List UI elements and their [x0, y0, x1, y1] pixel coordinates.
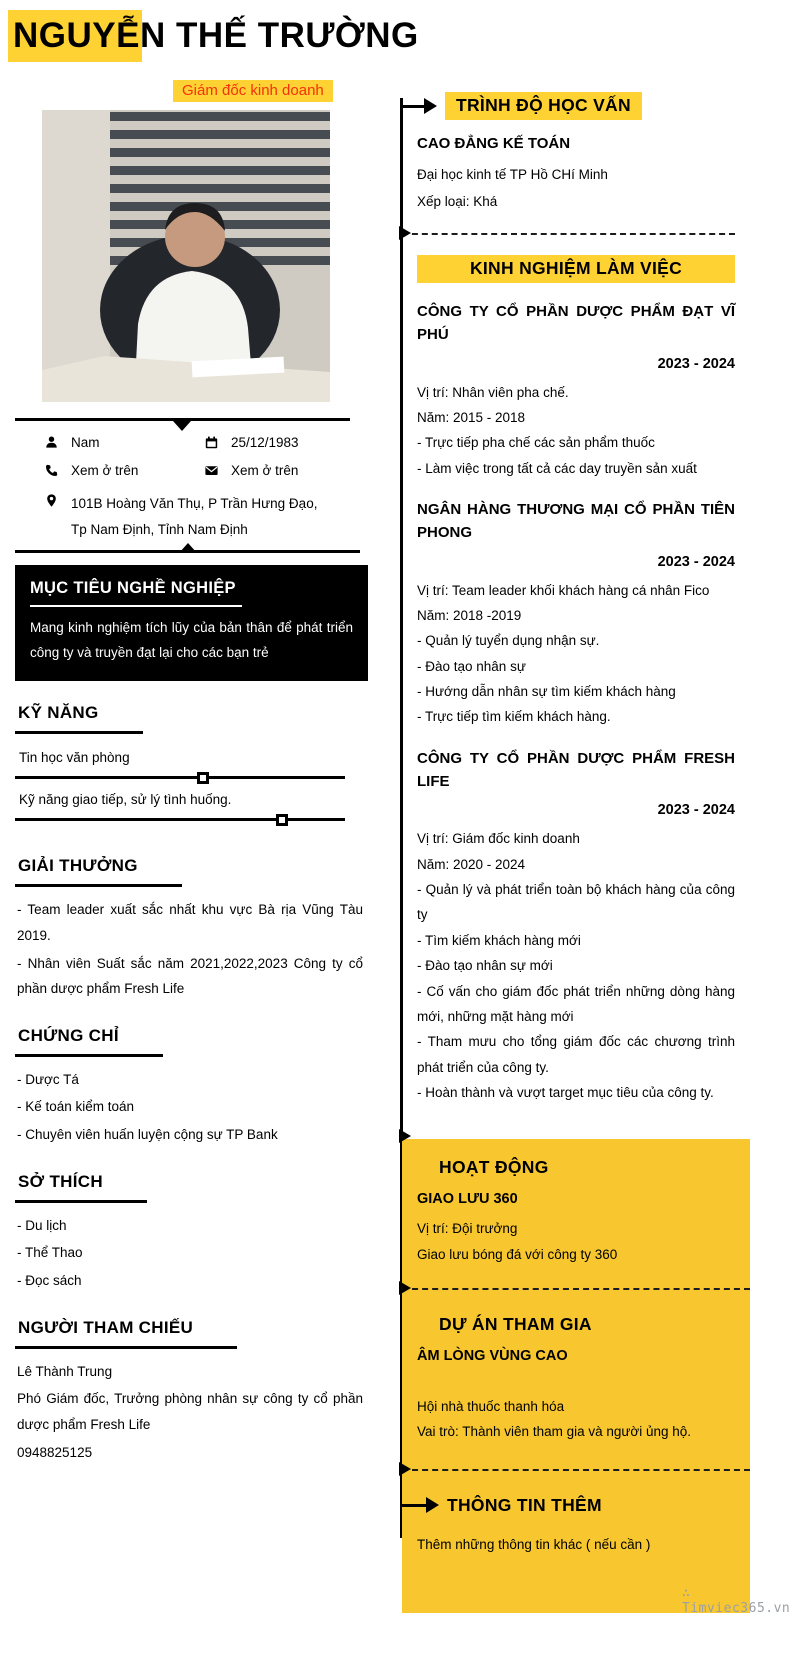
job-detail-line: - Hoàn thành và vượt target mục tiêu của công ty. [417, 1085, 714, 1100]
contact-block [15, 435, 368, 542]
reference-title: NGƯỜI THAM CHIẾU [15, 1318, 237, 1349]
job-detail-line: - Trực tiếp tìm kiếm khách hàng. [417, 709, 611, 725]
education-details [417, 161, 735, 215]
contact-address [15, 491, 368, 542]
envelope-icon [205, 464, 218, 477]
activity-name: GIAO LƯU 360 [417, 1191, 518, 1208]
contact-divider-top [15, 418, 350, 421]
job-details [417, 578, 735, 730]
additional-info-title: THÔNG TIN THÊM [447, 1494, 602, 1515]
job-detail-line: - Cố vấn cho giám đốc phát triển những dòng hàng mới, những mặt hàng mới [417, 983, 735, 1024]
skill-bar [15, 818, 345, 821]
contact-address-line1: 101B Hoàng Văn Thụ, P Trần Hưng Đạo, [71, 496, 318, 511]
contact-gender-value: Nam [71, 435, 100, 450]
calendar-icon [205, 436, 218, 449]
skill-level-marker [276, 814, 288, 826]
contact-row [15, 435, 368, 450]
job-period: 2023 - 2024 [657, 553, 735, 570]
person-icon [45, 436, 58, 449]
job-detail-line: Vị trí: Nhân viên pha chế. [417, 384, 569, 400]
company-name: CÔNG TY CỔ PHẦN DƯỢC PHẨM ĐẠT VĨ PHÚ [417, 303, 735, 344]
project-detail-line: Vai trò: Thành viên tham gia và người ủng hộ. [417, 1424, 692, 1440]
job-detail-line: Năm: 2015 - 2018 [417, 409, 526, 425]
objective-title: MỤC TIÊU NGHỀ NGHIỆP [30, 577, 242, 607]
job-detail-line: - Làm việc trong tất cả các day truyền sản xuất [417, 460, 697, 476]
experience-job [417, 747, 735, 1106]
arrow-line [400, 105, 424, 108]
job-detail-line: - Trực tiếp pha chế các sản phẩm thuốc [417, 435, 655, 451]
activities-title: HOẠT ĐỘNG [439, 1157, 549, 1178]
job-detail-line: Vị trí: Giám đốc kinh doanh [417, 831, 580, 847]
hobbies-list [15, 1213, 363, 1294]
education-header [400, 92, 735, 120]
contact-dob [205, 435, 299, 450]
phone-icon [45, 464, 58, 477]
contact-dob-value: 25/12/1983 [231, 435, 299, 450]
skill-bar [15, 776, 345, 779]
education-grade: Xếp loại: Khá [417, 194, 498, 209]
certificate-item: - Kế toán kiểm toán [17, 1099, 135, 1115]
candidate-name: NGUYỄN THẾ TRƯỜNG [13, 16, 419, 55]
triangle-down-icon [173, 421, 191, 431]
awards-list [15, 897, 363, 1002]
certificate-item: - Chuyên viên huấn luyện cộng sự TP Bank [17, 1127, 278, 1143]
contact-phone [45, 463, 205, 478]
arrow-right-icon [424, 98, 437, 114]
company-name: CÔNG TY CỔ PHẦN DƯỢC PHẨM FRESH LIFE [417, 749, 735, 790]
activity-detail-line: Vị trí: Đội trưởng [417, 1221, 518, 1237]
section-separator [402, 233, 735, 235]
company-name: NGÂN HÀNG THƯƠNG MẠI CỔ PHẦN TIÊN PHONG [417, 501, 735, 542]
job-detail-line: - Hướng dẫn nhân sự tìm kiếm khách hàng [417, 684, 676, 699]
section-marker-triangle [399, 1281, 411, 1295]
hobby-item: - Du lịch [17, 1217, 67, 1233]
section-marker-triangle [399, 1129, 411, 1143]
experience-job [417, 498, 735, 730]
job-details [417, 826, 735, 1105]
triangle-up-icon [179, 543, 197, 553]
skills-list [15, 750, 368, 821]
additional-info-header [402, 1495, 735, 1516]
job-title-badge: Giám đốc kinh doanh [173, 80, 333, 102]
skill-level-marker [197, 772, 209, 784]
skill-label: Kỹ năng giao tiếp, sử lý tình huống. [19, 792, 232, 808]
skill-label: Tin học văn phòng [19, 750, 130, 766]
job-period: 2023 - 2024 [657, 355, 735, 372]
job-detail-line: Vị trí: Team leader khối khách hàng cá nhân Fico [417, 582, 710, 598]
reference-phone: 0948825125 [17, 1444, 93, 1460]
left-column [15, 80, 368, 1467]
education-title: TRÌNH ĐỘ HỌC VẤN [445, 92, 642, 120]
section-marker-triangle [399, 226, 411, 240]
contact-row [15, 463, 368, 478]
contact-address-line2: Tp Nam Định, Tỉnh Nam Định [71, 521, 248, 537]
reference-name: Lê Thành Trung [17, 1363, 113, 1379]
projects-title: DỰ ÁN THAM GIA [439, 1313, 592, 1334]
objective-text: Mang kinh nghiệm tích lũy của bản thân để phát triển công ty và truyền đạt lại cho các bạn trẻ [30, 620, 353, 661]
job-detail-line: - Tham mưu cho tổng giám đốc các chương trình phát triển của công ty. [417, 1034, 735, 1075]
yellow-bottom-block [402, 1139, 750, 1612]
award-item: - Team leader xuất sắc nhất khu vực Bà rịa Vũng Tàu 2019. [17, 902, 363, 943]
award-item: - Nhân viên Suất sắc năm 2021,2022,2023 Công ty cổ phần dược phẩm Fresh Life [17, 955, 363, 997]
experience-title: KINH NGHIỆM LÀM VIỆC [417, 255, 735, 283]
map-pin-icon [45, 494, 58, 507]
additional-info-text: Thêm những thông tin khác ( nếu cần ) [417, 1536, 651, 1552]
job-detail-line: Năm: 2018 -2019 [417, 607, 522, 623]
job-detail-line: - Tìm kiếm khách hàng mới [417, 932, 581, 948]
certificate-item: - Dược Tá [17, 1071, 79, 1087]
education-school: Đại học kinh tế TP Hồ CHí Minh [417, 167, 608, 182]
job-detail-line: - Đào tạo nhân sự mới [417, 958, 553, 974]
contact-gender [45, 435, 205, 450]
site-watermark: ∴ Timviec365.vn [682, 1586, 791, 1616]
certificates-title: CHỨNG CHỈ [15, 1026, 163, 1057]
objective-section [15, 565, 368, 681]
experience-job [417, 300, 735, 481]
activity-detail-line: Giao lưu bóng đá với công ty 360 [417, 1247, 618, 1263]
project-details [417, 1394, 735, 1445]
section-marker-triangle [399, 1462, 411, 1476]
reference-position: Phó Giám đốc, Trưởng phòng nhân sự công ty cổ phần dược phẩm Fresh Life [17, 1391, 363, 1432]
right-column [402, 92, 750, 1613]
reference-block [15, 1359, 363, 1466]
section-separator [402, 1469, 750, 1471]
contact-email-value: Xem ở trên [231, 463, 299, 478]
job-detail-line: - Quản lý tuyển dụng nhận sự. [417, 633, 600, 649]
hobby-item: - Thể Thao [17, 1245, 83, 1261]
hobbies-title: SỞ THÍCH [15, 1172, 147, 1203]
arrow-line [402, 1504, 426, 1507]
job-details [417, 380, 735, 482]
certificates-list [15, 1067, 363, 1148]
contact-email [205, 463, 298, 478]
job-detail-line: - Quản lý và phát triển toàn bộ khách hàng của công ty [417, 882, 735, 923]
project-name: ÂM LÒNG VÙNG CAO [417, 1347, 568, 1364]
contact-divider-bottom [15, 550, 360, 553]
education-degree: CAO ĐẲNG KẾ TOÁN [417, 135, 571, 152]
activity-details [417, 1216, 735, 1267]
awards-title: GIẢI THƯỞNG [15, 856, 182, 887]
contact-phone-value: Xem ở trên [71, 463, 139, 478]
project-detail-line: Hội nhà thuốc thanh hóa [417, 1398, 565, 1414]
profile-photo [42, 110, 330, 402]
skills-title: KỸ NĂNG [15, 703, 143, 734]
section-separator [402, 1288, 750, 1290]
arrow-right-icon [426, 1497, 439, 1513]
job-detail-line: Năm: 2020 - 2024 [417, 856, 526, 872]
job-detail-line: - Đào tạo nhân sự [417, 658, 526, 674]
job-period: 2023 - 2024 [657, 802, 735, 819]
hobby-item: - Đọc sách [17, 1272, 82, 1288]
experience-header [417, 255, 735, 283]
